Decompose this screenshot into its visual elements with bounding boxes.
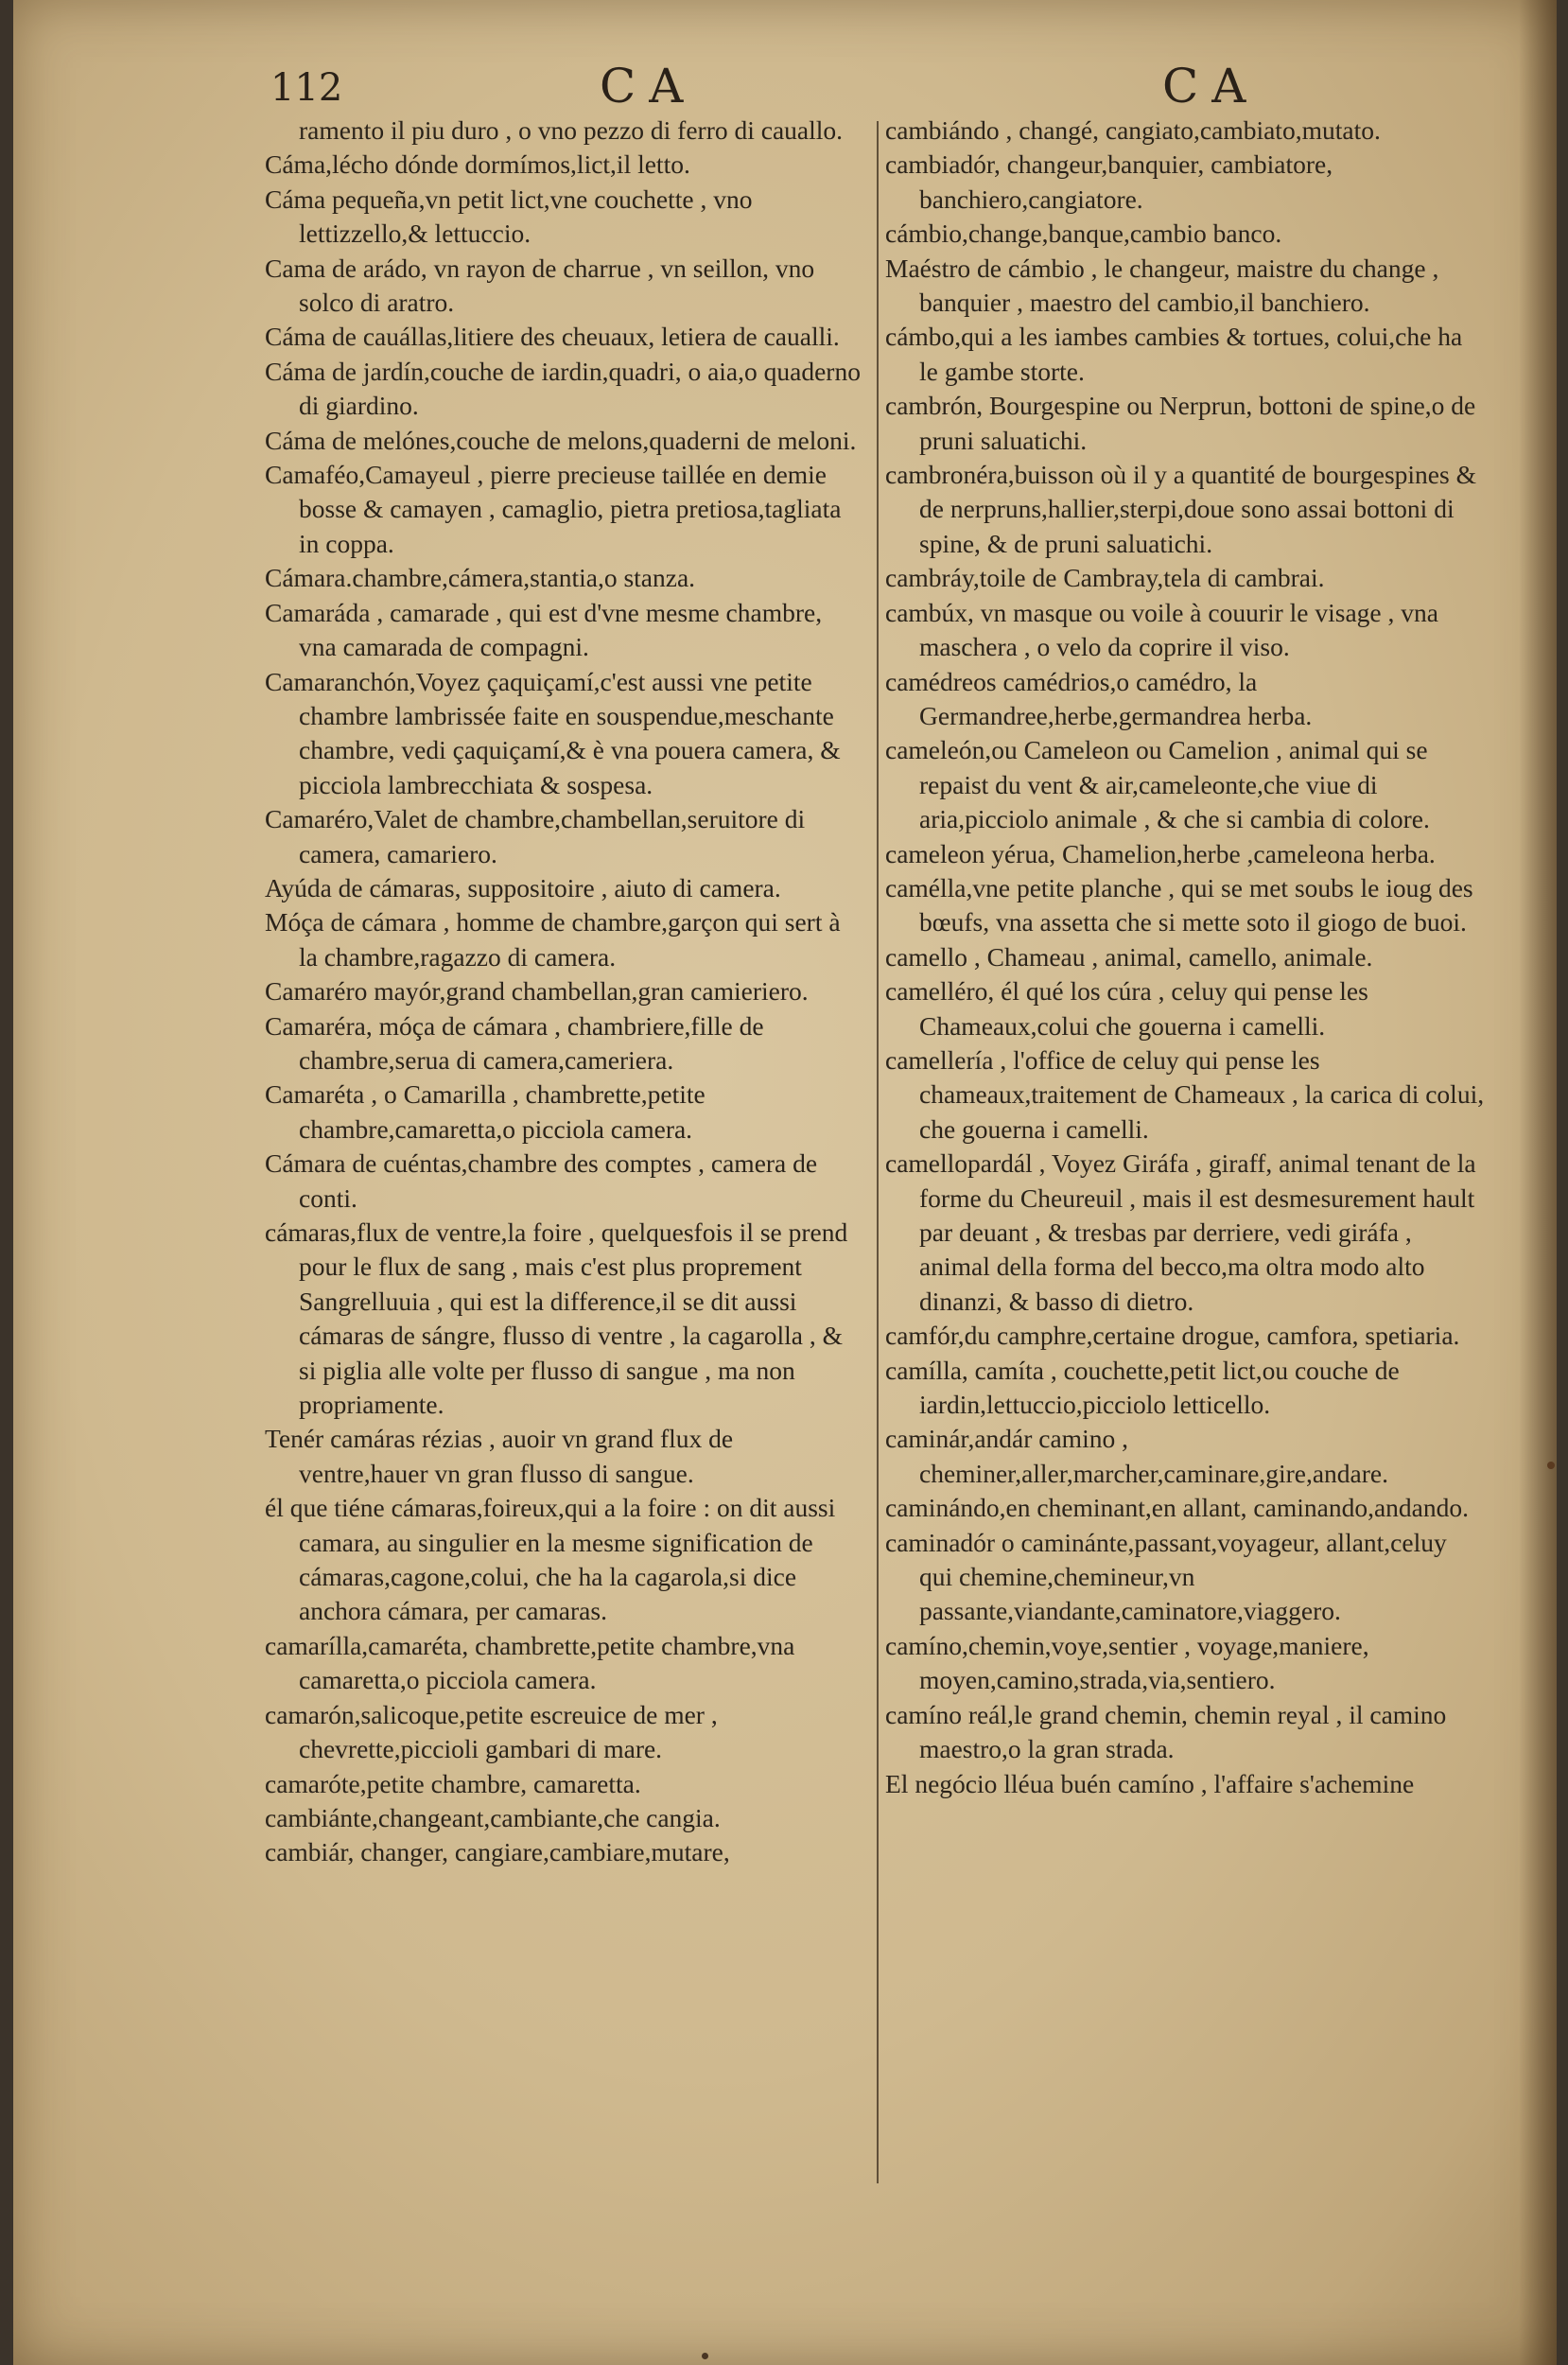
dictionary-entry: camfór,du camphre,certaine drogue, camfora, spetiaria.	[885, 1321, 1460, 1351]
dictionary-entry: camaróte,petite chambre, camaretta.	[265, 1768, 641, 1798]
dictionary-entry: cámbo,qui a les iambes cambies & tortues, colui,che ha le gambe storte.	[885, 322, 1463, 386]
dictionary-entry: Cámara de cuéntas,chambre des comptes , camera de conti.	[265, 1148, 818, 1213]
dictionary-entry: cambráy,toile de Cambray,tela di cambrai.	[885, 563, 1325, 593]
dictionary-entry: cámaras,flux de ventre,la foire , quelquesfois il se prend pour le flux de sang , mais c'est plus proprement Sangrelluuia , qui est la difference,il se dit aussi cámaras de sángre, flusso di ventre , la cagarolla , & si piglia alle volte per flusso di sangue , ma non propriamente.	[265, 1218, 848, 1420]
dictionary-entry: cambiándo , changé, cangiato,cambiato,mutato.	[885, 115, 1381, 145]
dictionary-entry: caminadór o caminánte,passant,voyageur, allant,celuy qui chemine,chemineur,vn passante,viandante,caminatore,viaggero.	[885, 1527, 1447, 1626]
book-page	[13, 0, 1557, 2365]
dictionary-entry: camédreos camédrios,o camédro, la Germandree,herbe,germandrea herba.	[885, 666, 1313, 730]
dictionary-entry: camíno,chemin,voye,sentier , voyage,maniere, moyen,camino,strada,via,sentiero.	[885, 1630, 1369, 1695]
dictionary-entry: Cámara.chambre,cámera,stantia,o stanza.	[265, 563, 696, 593]
dictionary-entry: Maéstro de cámbio , le changeur, maistre du change , banquier , maestro del cambio,il banchiero.	[885, 253, 1439, 318]
dictionary-entry: camélla,vne petite planche , qui se met soubs le ioug des bœufs, vna assetta che si mette soto il giogo de buoi.	[885, 872, 1473, 937]
right-column-heading: CA	[1162, 59, 1260, 114]
dictionary-entry: camarílla,camaréta, chambrette,petite chambre,vna camaretta,o picciola camera.	[265, 1630, 795, 1695]
dictionary-entry: caminándo,en cheminant,en allant, caminando,andando.	[885, 1493, 1469, 1523]
dictionary-entry: cambronéra,buisson où il y a quantité de bourgespines & de nerpruns,hallier,sterpi,doue sono assai bottoni di spine, & de pruni saluatichi.	[885, 460, 1476, 558]
dictionary-entry: él que tiéne cámaras,foireux,qui a la foire : on dit aussi camara, au singulier en la mesme signification de cámaras,cagone,colui, che ha la cagarola,si dice anchora cámara, per camaras.	[265, 1493, 836, 1626]
dictionary-entry: Camaréra, móça de cámara , chambriere,fille de chambre,serua di camera,cameriera.	[265, 1010, 764, 1075]
dictionary-entry: Cáma pequeña,vn petit lict,vne couchette , vno lettizzello,& lettuccio.	[265, 184, 753, 249]
dictionary-entry: cambiánte,changeant,cambiante,che cangia.	[265, 1802, 721, 1832]
dictionary-entry: camellería , l'office de celuy qui pense les chameaux,traitement de Chameaux , la carica di colui, che gouerna i camelli.	[885, 1044, 1485, 1144]
dictionary-entry: camíno reál,le grand chemin, chemin reyal , il camino maestro,o la gran strada.	[885, 1699, 1447, 1764]
dictionary-entry: cambrón, Bourgespine ou Nerprun, bottoni de spine,o de pruni saluatichi.	[885, 391, 1476, 455]
dictionary-entry: Tenér camáras rézias , auoir vn grand flux de ventre,hauer vn gran flusso di sangue.	[265, 1424, 734, 1488]
dictionary-entry: cambúx, vn masque ou voile à couurir le visage , vna maschera , o velo da coprire il viso.	[885, 597, 1438, 662]
dictionary-entry: Móça de cámara , homme de chambre,garçon qui sert à la chambre,ragazzo di camera.	[265, 907, 841, 972]
dictionary-entry: Ayúda de cámaras, suppositoire , aiuto di camera.	[265, 872, 781, 902]
dictionary-entry: ramento il piu duro , o vno pezzo di ferro di cauallo.	[299, 115, 844, 145]
page-number: 112	[270, 66, 343, 110]
dictionary-entry: Cama de arádo, vn rayon de charrue , vn seillon, vno solco di aratro.	[265, 253, 815, 318]
dictionary-entry: cameleon yérua, Chamelion,herbe ,cameleona herba.	[885, 838, 1436, 868]
dictionary-entry: Camaráda , camarade , qui est d'vne mesme chambre, vna camarada de compagni.	[265, 597, 823, 662]
dictionary-entry: Camaréro,Valet de chambre,chambellan,seruitore di camera, camariero.	[265, 804, 806, 868]
dictionary-entry: cámbio,change,banque,cambio banco.	[885, 219, 1282, 249]
dictionary-entry: Camaréro mayór,grand chambellan,gran camieriero.	[265, 976, 809, 1007]
ink-spot	[1547, 1462, 1555, 1469]
left-column-heading: CA	[600, 59, 697, 114]
dictionary-entry: Cáma de cauállas,litiere des cheuaux, letiera de caualli.	[265, 322, 840, 352]
dictionary-entry: Cáma,lécho dónde dormímos,lict,il letto.	[265, 149, 690, 180]
dictionary-entry: Camaréta , o Camarilla , chambrette,petite chambre,camaretta,o picciola camera.	[265, 1079, 706, 1144]
dictionary-entry: Camaféo,Camayeul , pierre precieuse taillée en demie bosse & camayen , camaglio, pietra pretiosa,tagliata in coppa.	[265, 460, 842, 558]
dictionary-entry: Cáma de melónes,couche de melons,quaderni de meloni.	[265, 425, 857, 455]
page-edge-shadow	[1519, 0, 1557, 2365]
left-column	[265, 114, 865, 1870]
dictionary-entry: Camaranchón,Voyez çaquiçamí,c'est aussi vne petite chambre lambrissée faite en souspendue,meschante chambre, vedi çaquiçamí,& è vna pouera camera, & picciola lambrecchiata & sospesa.	[265, 666, 841, 799]
dictionary-entry: camelléro, él qué los cúra , celuy qui pense les Chameaux,colui che gouerna i camelli.	[885, 976, 1368, 1041]
dictionary-entry: camello , Chameau , animal, camello, animale.	[885, 941, 1373, 972]
dictionary-entry: camílla, camíta , couchette,petit lict,ou couche de iardin,lettuccio,picciolo letticello.	[885, 1355, 1400, 1420]
dictionary-entry: camellopardál , Voyez Giráfa , giraff, animal tenant de la forme du Cheureuil , mais il est desmesurement hault par deuant , & tresbas par derriere, vedi giráfa , animal della forma del becco,ma oltra modo alto dinanzi, & basso di dietro.	[885, 1148, 1476, 1316]
dictionary-entry: caminár,andár camino , cheminer,aller,marcher,caminare,gire,andare.	[885, 1424, 1388, 1488]
dictionary-entry: Cáma de jardín,couche de iardin,quadri, o aia,o quaderno di giardino.	[265, 356, 861, 421]
dictionary-entry: camarón,salicoque,petite escreuice de mer , chevrette,piccioli gambari di mare.	[265, 1699, 718, 1764]
dictionary-entry: El negócio lléua buén camíno , l'affaire s'achemine	[885, 1768, 1415, 1798]
dictionary-entry: cambiár, changer, cangiare,cambiare,mutare,	[265, 1837, 730, 1867]
dictionary-entry: cambiadór, changeur,banquier, cambiatore, banchiero,cangiatore.	[885, 149, 1333, 214]
right-column	[885, 114, 1486, 1801]
dictionary-entry: cameleón,ou Cameleon ou Camelion , animal qui se repaist du vent & air,cameleonte,che viue di aria,picciolo animale , & che si cambia di colore.	[885, 735, 1430, 834]
ink-dot	[702, 2353, 708, 2359]
column-divider	[877, 121, 879, 2183]
